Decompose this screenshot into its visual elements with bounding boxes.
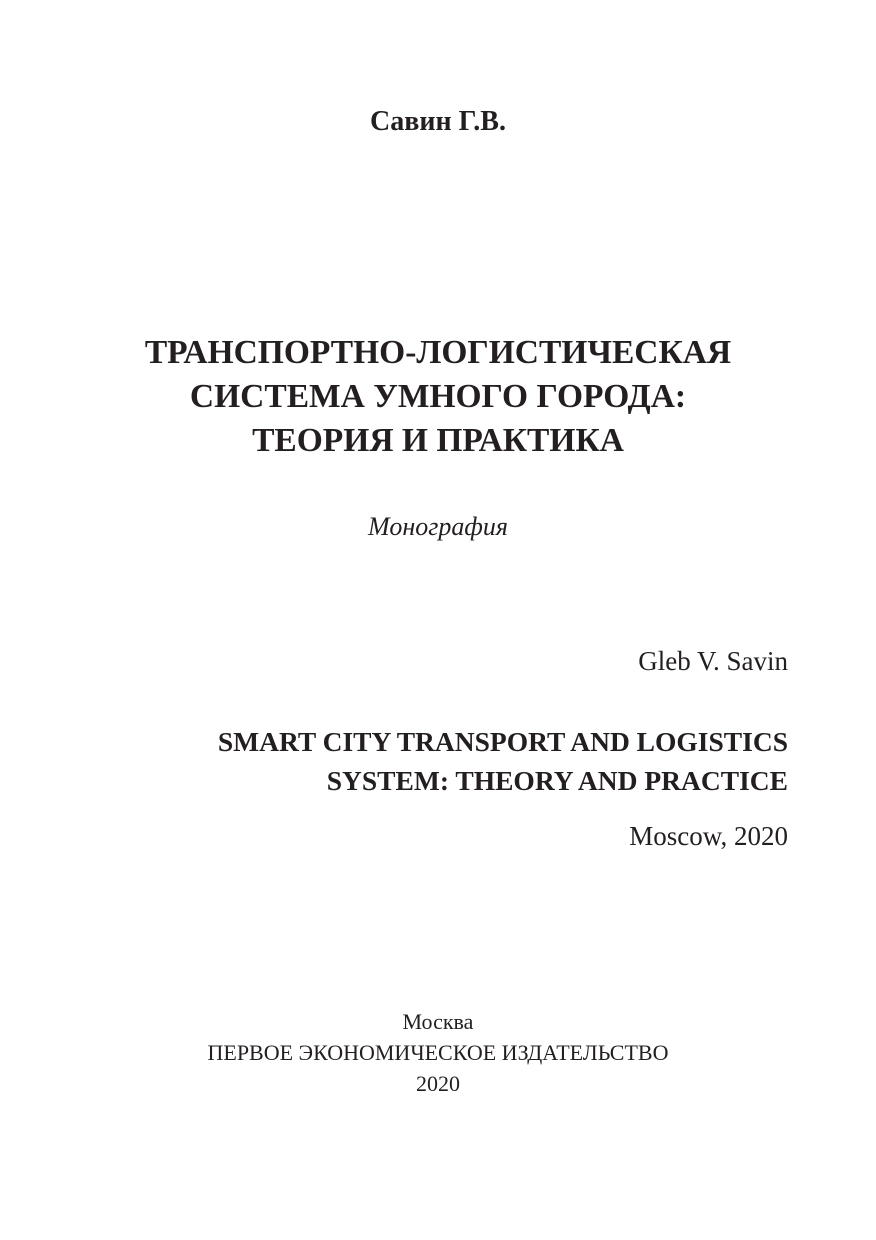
book-title-en bbox=[0, 722, 788, 800]
book-title-en-line-1: SMART CITY TRANSPORT AND LOGISTICS bbox=[217, 726, 788, 757]
publication-type-ru: Монография bbox=[368, 512, 508, 541]
publisher-imprint bbox=[0, 1006, 876, 1099]
book-title-ru bbox=[0, 331, 876, 463]
author-name-ru: Савин Г.В. bbox=[370, 106, 506, 137]
imprint-year: 2020 bbox=[416, 1071, 460, 1096]
book-title-ru-line-3: ТЕОРИЯ И ПРАКТИКА bbox=[252, 422, 624, 459]
book-title-en-line-2: SYSTEM: THEORY AND PRACTICE bbox=[326, 765, 788, 796]
author-name-en: Gleb V. Savin bbox=[638, 646, 788, 676]
book-title-ru-line-1: ТРАНСПОРТНО-ЛОГИСТИЧЕСКАЯ bbox=[144, 334, 732, 371]
imprint-publisher: ПЕРВОЕ ЭКОНОМИЧЕСКОЕ ИЗДАТЕЛЬСТВО bbox=[207, 1040, 669, 1065]
book-title-ru-line-2: СИСТЕМА УМНОГО ГОРОДА: bbox=[189, 378, 687, 415]
place-year-en: Moscow, 2020 bbox=[629, 821, 788, 851]
imprint-city: Москва bbox=[402, 1009, 474, 1034]
